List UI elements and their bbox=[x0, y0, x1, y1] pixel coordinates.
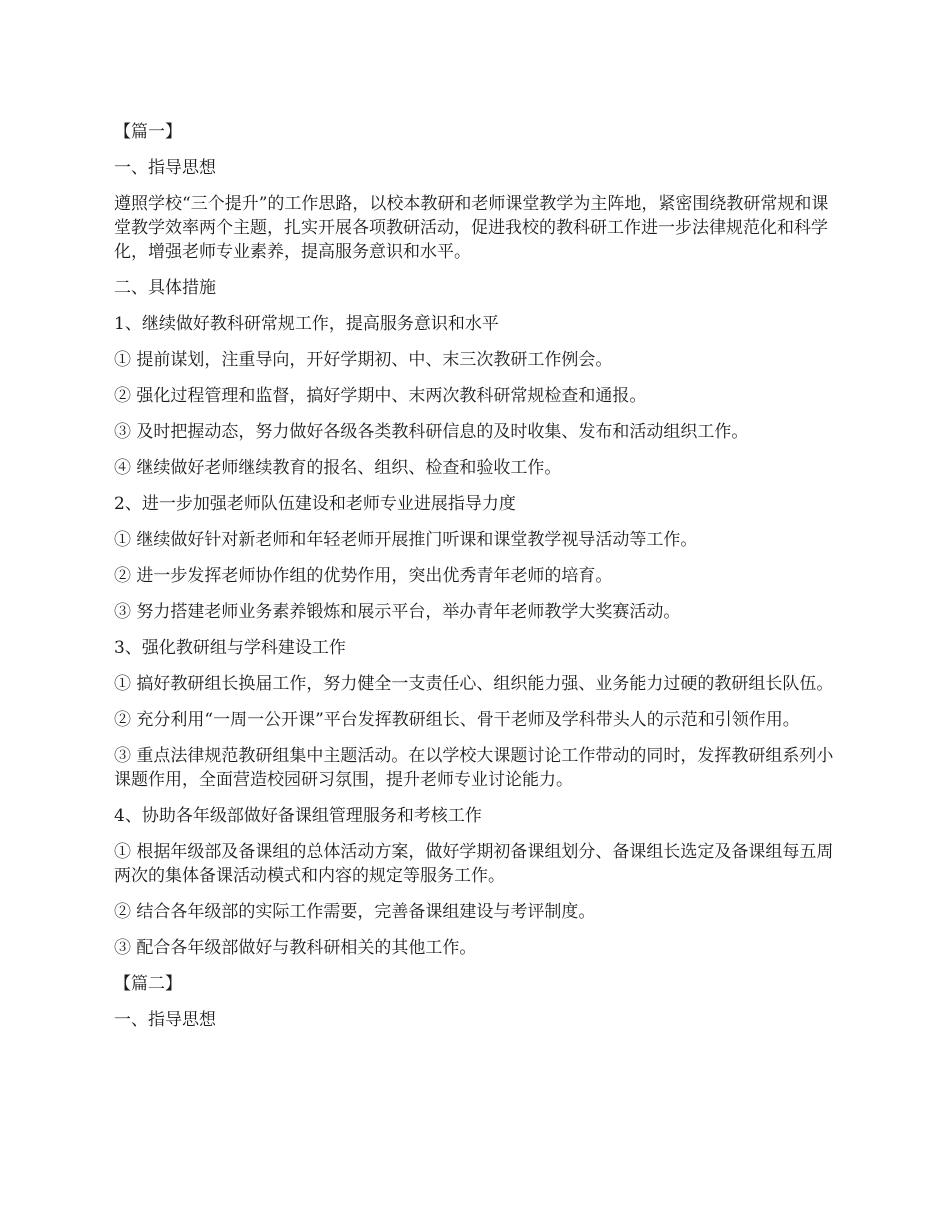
subheading-2: 2、进一步加强老师队伍建设和老师专业进展指导力度 bbox=[114, 494, 516, 514]
list-item: ① 根据年级部及备课组的总体活动方案，做好学期初备课组划分、备课组长选定及备课组每五周两次的集体备课活动模式和内容的规定等服务工作。 bbox=[114, 842, 834, 886]
list-item: ④ 继续做好老师继续教育的报名、组织、检查和验收工作。 bbox=[114, 458, 562, 478]
list-item: ③ 配合各年级部做好与教科研相关的其他工作。 bbox=[114, 938, 477, 958]
list-item: ② 结合各年级部的实际工作需要，完善备课组建设与考评制度。 bbox=[114, 902, 596, 922]
subheading-3: 3、强化教研组与学科建设工作 bbox=[114, 638, 346, 658]
list-item: ③ 努力搭建老师业务素养锻炼和展示平台，举办青年老师教学大奖赛活动。 bbox=[114, 602, 681, 622]
list-item: ① 提前谋划，注重导向，开好学期初、中、末三次教研工作例会。 bbox=[114, 350, 613, 370]
paragraph-guiding-thought: 遵照学校“三个提升”的工作思路，以校本教研和老师课堂教学为主阵地，紧密围绕教研常规和课堂教学效率两个主题，扎实开展各项教研活动，促进我校的教科研工作进一步法律规范化和科学化，增强老师专业素养，提高服务意识和水平。 bbox=[114, 194, 829, 262]
document-body bbox=[114, 120, 838, 1044]
list-item: ③ 重点法律规范教研组集中主题活动。在以学校大课题讨论工作带动的同时，发挥教研组系列小课题作用，全面营造校园研习氛围，提升老师专业讨论能力。 bbox=[114, 746, 834, 790]
list-item: ② 进一步发挥老师协作组的优势作用，突出优秀青年老师的培育。 bbox=[114, 566, 613, 586]
section-heading-1: 【篇一】 bbox=[114, 122, 182, 142]
list-item: ① 搞好教研组长换届工作，努力健全一支责任心、组织能力强、业务能力过硬的教研组长队伍。 bbox=[114, 674, 834, 694]
heading-guiding-thought: 一、指导思想 bbox=[114, 1010, 216, 1030]
list-item: ② 充分利用“一周一公开课”平台发挥教研组长、骨干老师及学科带头人的示范和引领作用。 bbox=[114, 710, 800, 730]
heading-specific-measures: 二、具体措施 bbox=[114, 278, 216, 298]
list-item: ① 继续做好针对新老师和年轻老师开展推门听课和课堂教学视导活动等工作。 bbox=[114, 530, 698, 550]
subheading-1: 1、继续做好教科研常规工作，提高服务意识和水平 bbox=[114, 314, 499, 334]
subheading-4: 4、协助各年级部做好备课组管理服务和考核工作 bbox=[114, 806, 482, 826]
list-item: ③ 及时把握动态，努力做好各级各类教科研信息的及时收集、发布和活动组织工作。 bbox=[114, 422, 749, 442]
section-heading-2: 【篇二】 bbox=[114, 974, 182, 994]
list-item: ② 强化过程管理和监督，搞好学期中、末两次教科研常规检查和通报。 bbox=[114, 386, 647, 406]
heading-guiding-thought: 一、指导思想 bbox=[114, 158, 216, 178]
